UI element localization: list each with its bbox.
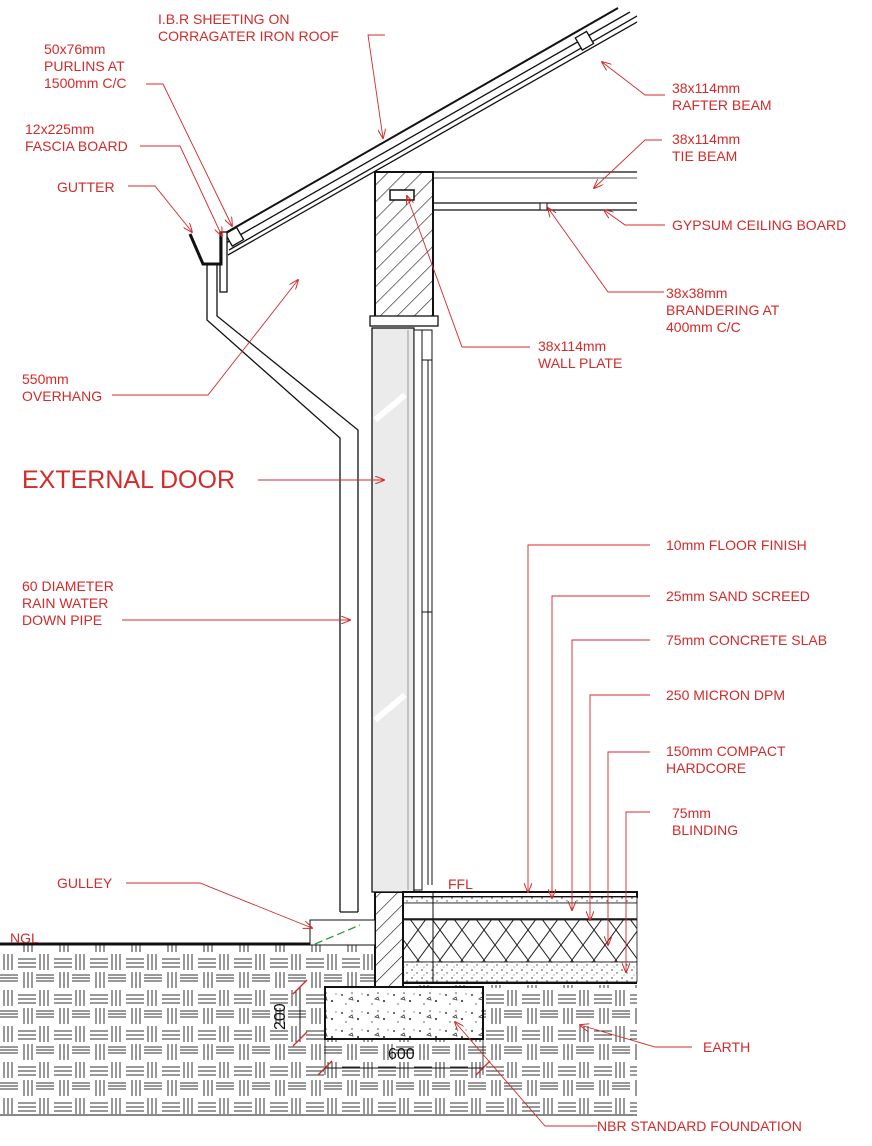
- label-gypsum-ceiling: GYPSUM CEILING BOARD: [672, 217, 847, 233]
- leader-gutter: [128, 186, 192, 232]
- label-wall-plate: 38x114mm WALL PLATE: [538, 338, 623, 371]
- external-door: [370, 316, 438, 892]
- gulley: [310, 920, 375, 945]
- leader-overhang: [112, 280, 298, 395]
- leader-tie: [594, 140, 662, 188]
- leader-purlins: [146, 84, 232, 226]
- label-gutter: GUTTER: [57, 179, 115, 195]
- label-downpipe: 60 DIAMETER RAIN WATER DOWN PIPE: [22, 578, 114, 628]
- label-overhang: 550mm OVERHANG: [22, 371, 103, 404]
- floor-build-up: [403, 892, 637, 987]
- label-rafter-beam: 38x114mm RAFTER BEAM: [672, 80, 772, 113]
- leader-brandering: [548, 208, 664, 292]
- label-tie-beam: 38x114mm TIE BEAM: [672, 131, 741, 164]
- leader-ibr: [368, 35, 385, 138]
- leader-rafter: [602, 62, 665, 95]
- label-blinding: 75mm BLINDING: [672, 805, 739, 838]
- label-fascia-board: 12x225mm FASCIA BOARD: [25, 121, 128, 154]
- leader-screed: [552, 596, 650, 898]
- label-hardcore: 150mm COMPACT HARDCORE: [666, 743, 786, 776]
- foundation: [325, 987, 483, 1039]
- label-external-door: EXTERNAL DOOR: [22, 466, 236, 494]
- label-ffl: FFL: [448, 876, 473, 892]
- downpipe: [207, 264, 358, 912]
- label-floor-finish: 10mm FLOOR FINISH: [666, 537, 807, 553]
- leader-gulley: [126, 883, 312, 928]
- leader-floor-finish: [528, 545, 650, 892]
- label-gulley: GULLEY: [57, 875, 113, 891]
- dimension-height: 200: [272, 1003, 289, 1030]
- leader-dpm: [590, 695, 650, 920]
- label-sand-screed: 25mm SAND SCREED: [666, 588, 810, 604]
- label-dpm: 250 MICRON DPM: [666, 687, 786, 703]
- leader-gypsum: [604, 210, 665, 225]
- label-ibr-sheeting: I.B.R SHEETING ON CORRAGATER IRON ROOF: [158, 11, 339, 44]
- leader-slab: [572, 640, 650, 910]
- label-earth: EARTH: [703, 1039, 751, 1055]
- gutter: [190, 232, 221, 264]
- leader-fascia: [140, 146, 222, 236]
- label-brandering: 38x38mm BRANDERING AT 400mm C/C: [666, 285, 780, 335]
- label-ngl: NGL: [10, 930, 39, 946]
- label-purlins: 50x76mm PURLINS AT 1500mm C/C: [44, 41, 127, 91]
- label-foundation: NBR STANDARD FOUNDATION: [597, 1118, 802, 1134]
- dimension-width: 600: [388, 1046, 415, 1063]
- label-concrete-slab: 75mm CONCRETE SLAB: [666, 632, 828, 648]
